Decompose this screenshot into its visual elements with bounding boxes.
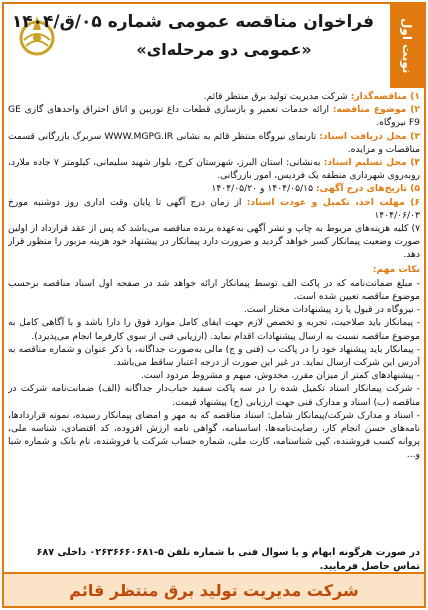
notes-title: نکات مهم: xyxy=(372,263,420,275)
note-item: - پیمانکار باید صلاحیت، تجربه و تخصص لازم جهت ایفای کامل موارد فوق را دارا باشد و با آگاهی کامل به موضوع مناقصه نسبت به ارسال پیشنهادات اقدام نماید. (ارزیابی فنی از سوی کارفرما انجام می‌پذیرد). xyxy=(8,317,420,342)
publication-turn-badge: نوبت اول xyxy=(390,4,424,88)
notice-body xyxy=(8,90,420,544)
note-item: - پیمانکار باید پیشنهاد خود را در پاکت ب (فنی و ج) مالی به‌صورت جداگانه، با ذکر عنوان و شماره مناقصه به آدرس این شرکت ارسال نماید. در غیر این صورت از درجه اعتبار ساقط می‌باشد. xyxy=(8,343,420,369)
item-publication-dates: ۵) تاریخ‌های درج آگهی: ۱۴۰۴/۰۵/۱۵ و ۱۴۰۴/۰۵/۲۰ xyxy=(211,183,420,195)
item-deadline: ۶) مهلت اخذ، تکمیل و عودت اسناد: از زمان درج آگهی تا پایان وقت اداری روز دوشنبه مورخ ۱۴۰۴/۰۶/۰۳ xyxy=(8,196,420,221)
item-subject: ۲) موضوع مناقصه: ارائه خدمات تعمیر و بازسازی قطعات داغ توربین و اتاق احتراق واحدهای گازی GE F9 نیروگاه. xyxy=(8,104,420,129)
note-item: - مبلغ ضمانت‌نامه که در پاکت الف توسط پیمانکار ارائه خواهد شد در صفحه اول اسناد مناقصه برحسب موضوع مناقصه تعیین شده است. xyxy=(8,277,420,303)
notice-title: فراخوان مناقصه عمومی شماره ۰۵/ق/۱۴۰۴ xyxy=(11,12,374,32)
contact-info: در صورت هرگونه ابهام و یا سوال فنی با شماره تلفن ۵-۰۲۶۳۶۶۶۰۶۸۱ داخلی ۶۸۷ تماس حاصل فرمایید. xyxy=(36,547,420,572)
notice-header xyxy=(4,4,424,84)
item-delivery-place: ۴) محل تسلیم اسناد: به‌نشانی: استان البرز، شهرستان کرج، بلوار شهید سلیمانی، کیلومتر ۷ جاده ملارد، روبه‌روی شهرداری منطقه یک فردیس، امور بازرگانی. xyxy=(8,157,420,182)
notice-footer xyxy=(4,572,424,606)
note-item: - شرکت پیمانکار اسناد تکمیل شده را در سه پاکت سفید حباب‌دار جداگانه (الف) ضمانت‌نامه شرکت در مناقصه (ب) اسناد و مدارک فنی جهت ارزیابی (ج) پیشنهاد قیمت. xyxy=(8,383,420,408)
note-item: - اسناد و مدارک شرکت/پیمانکار شامل: اسناد مناقصه که به مهر و امضای پیمانکار رسیده، نمونه قراردادها، نامه‌های حسن انجام کار، رضایت‌نامه‌ها، اساسنامه، گواهی نامه ارزش افزوده، کد اقتصادی، شناسه ملی، پروانه کسب فروشنده، کپی شناسنامه، کارت ملی، شماره حساب شرکت یا فروشنده، نام بانک و شماره شبا و... xyxy=(8,409,420,461)
item-documents-place: ۳) محل دریافت اسناد: تارنمای نیروگاه منتظر قائم به نشانی WWW.MGPG.IR سربرگ بازرگانی قسمت مناقصات و مزایده. xyxy=(8,130,420,155)
item-tenderer: ۱) مناقصه‌گذار: شرکت مدیریت تولید برق منتظر قائم. xyxy=(203,91,420,102)
footer-company-name: شرکت مدیریت تولید برق منتظر قائم xyxy=(69,580,359,600)
note-item: - نیروگاه در قبول یا رد پیشنهادات مختار است. xyxy=(243,304,420,316)
note-item: - پیشنهادهای کمتر از میزان مقرر، مخدوش، مبهم و مشروط مردود است. xyxy=(140,370,420,382)
item-costs: ۷) کلیه هزینه‌های مربوط به چاپ و نشر آگهی به‌عهده برنده مناقصه می‌باشد که پس از عقد قرارداد از اولین صورت وضعیت پیمانکار کسر خواهد گردید و ضرورت دارد پیمانکار در پیشنهاد خود هزینه مزبور را منظور قرار دهد. xyxy=(8,223,420,261)
notice-subtitle: «عمومی دو مرحله‌ای» xyxy=(136,40,312,59)
